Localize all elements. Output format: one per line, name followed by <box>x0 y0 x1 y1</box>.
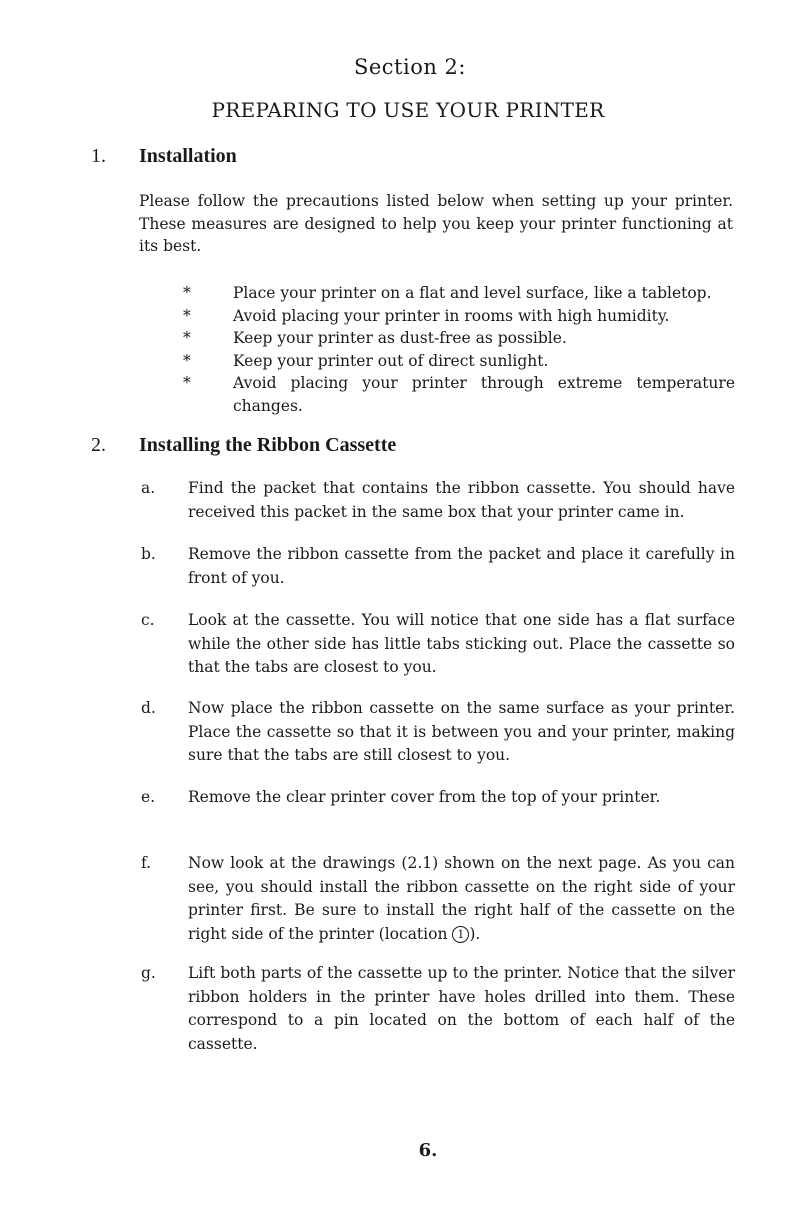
step-letter: a. <box>141 479 156 497</box>
precautions-list <box>183 282 735 417</box>
page-number: 6. <box>418 1140 438 1161</box>
section-label: Section 2: <box>353 55 466 79</box>
step-text-part: Now look at the drawings (2.1) shown on the next page. As you can see, you should install the ribbon cassette on the right side of your printer first. Be sure to install the right half of the cassette on the right side of the printer (location <box>188 854 735 943</box>
page-title: PREPARING TO USE YOUR PRINTER <box>211 98 605 122</box>
step-g <box>141 962 735 1056</box>
list-item-text: Place your printer on a flat and level surface, like a tabletop. <box>233 284 712 302</box>
step-text-part: ). <box>469 924 481 943</box>
step-letter: g. <box>141 964 156 982</box>
section-number: 1. <box>91 145 106 167</box>
bullet-marker: * <box>183 284 191 302</box>
step-e <box>141 786 735 810</box>
section-number: 2. <box>91 434 106 456</box>
step-letter: d. <box>141 699 156 717</box>
step-d <box>141 697 735 768</box>
list-item-text: Keep your printer out of direct sunlight. <box>233 351 549 370</box>
step-letter: e. <box>141 788 156 806</box>
step-f <box>141 852 735 946</box>
step-text: Remove the ribbon cassette from the packet and place it carefully in front of you. <box>188 545 735 587</box>
step-c <box>141 609 735 680</box>
list-item <box>183 327 735 350</box>
step-text: Now place the ribbon cassette on the same surface as your printer. Place the cassette so that it is between you and your printer, making sure that the tabs are still closest to you. <box>188 699 735 764</box>
step-letter: b. <box>141 545 156 563</box>
list-item-text: Avoid placing your printer in rooms with high humidity. <box>233 306 670 325</box>
bullet-marker: * <box>183 329 191 347</box>
list-item-text: Avoid placing your printer through extreme temperature changes. <box>233 374 735 415</box>
step-text <box>188 852 735 946</box>
list-item <box>183 372 735 417</box>
step-text: Find the packet that contains the ribbon cassette. You should have received this packet in the same box that your printer came in. <box>188 479 735 521</box>
list-item <box>183 305 735 328</box>
section-title: Installing the Ribbon Cassette <box>139 434 397 456</box>
location-marker: 1 <box>452 926 469 943</box>
step-text: Lift both parts of the cassette up to the printer. Notice that the silver ribbon holders in the printer have holes drilled into them. These correspond to a pin located on the bottom of each half of the cassette. <box>188 964 735 1053</box>
bullet-marker: * <box>183 351 191 370</box>
step-letter: c. <box>141 611 155 629</box>
step-text: Look at the cassette. You will notice that one side has a flat surface while the other side has little tabs sticking out. Place the cassette so that the tabs are closest to you. <box>188 611 735 676</box>
bullet-marker: * <box>183 374 191 392</box>
list-item-text: Keep your printer as dust-free as possible. <box>233 329 567 347</box>
section-title: Installation <box>139 145 237 167</box>
step-letter: f. <box>141 854 152 872</box>
step-b <box>141 543 735 590</box>
installation-intro: Please follow the precautions listed below when setting up your printer. These measures are designed to help you keep your printer functioning at its best. <box>139 192 733 255</box>
step-a <box>141 477 735 524</box>
list-item <box>183 350 735 373</box>
list-item <box>183 282 735 305</box>
bullet-marker: * <box>183 306 191 325</box>
step-text: Remove the clear printer cover from the top of your printer. <box>188 788 661 806</box>
